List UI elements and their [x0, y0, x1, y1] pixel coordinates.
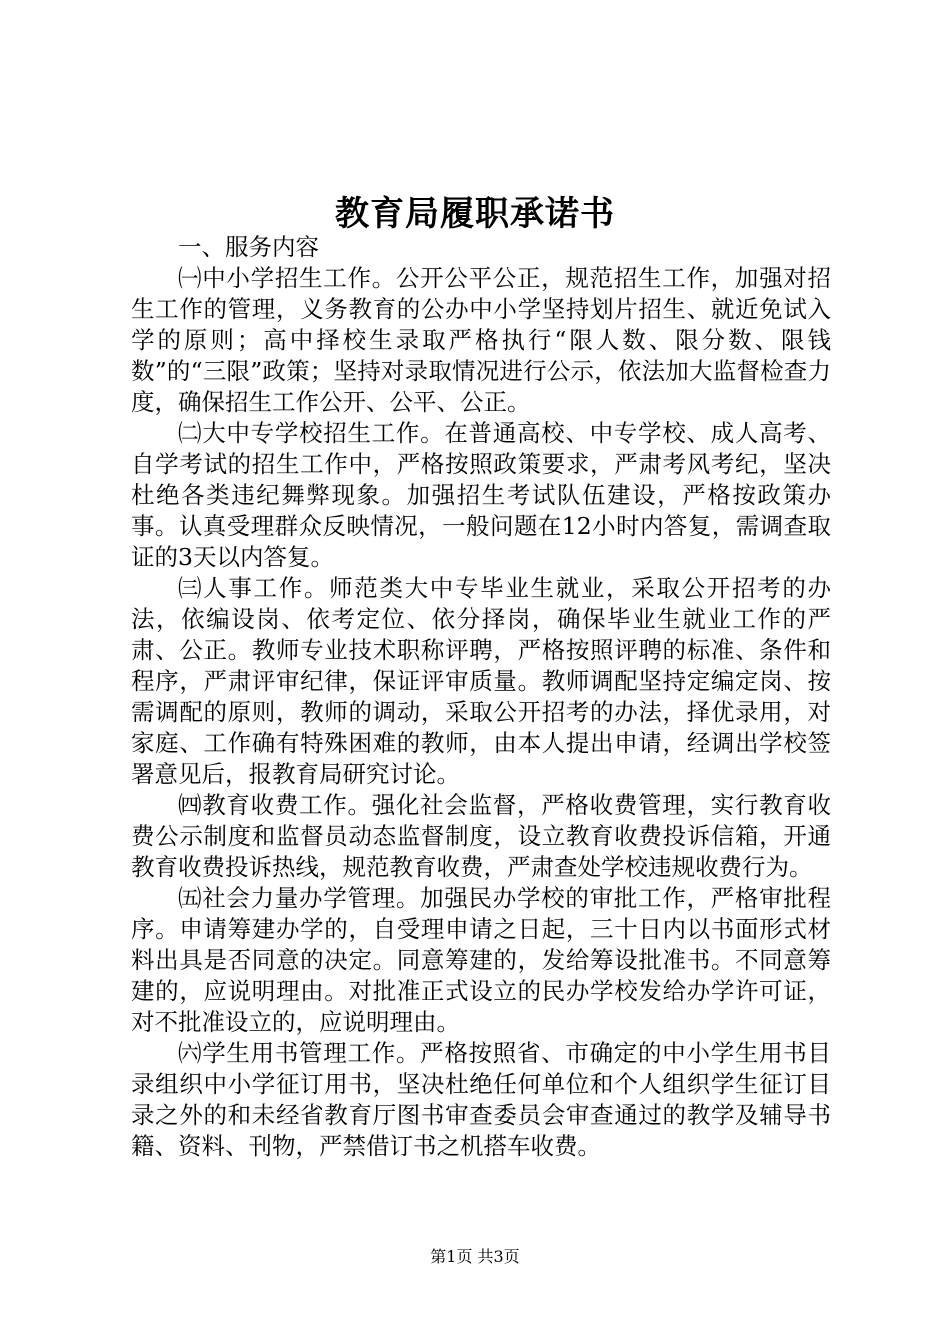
paragraph-private-schools: ㈤社会力量办学管理。加强民办学校的审批工作，严格审批程序。申请筹建办学的，自受理申请之日起，三十日内以书面形式材料出具是否同意的决定。同意筹建的，发给筹设批准书。不同意筹建的，应说明理由。对批准正式设立的民办学校发给办学许可证，对不批准设立的，应说明理由。: [131, 884, 831, 1036]
section-heading: 一、服务内容: [178, 233, 319, 261]
paragraph-enrollment-primary-secondary: ㈠中小学招生工作。公开公平公正，规范招生工作，加强对招生工作的管理，义务教育的公办中小学坚持划片招生、就近免试入学的原则；高中择校生录取严格执行“限人数、限分数、限钱数”的“三限”政策；坚持对录取情况进行公示，依法加大监督检查力度，确保招生工作公开、公平、公正。: [131, 264, 831, 416]
document-body: [131, 232, 831, 1162]
paragraph-personnel: ㈢人事工作。师范类大中专毕业生就业，采取公开招考的办法，依编设岗、依考定位、依分择岗，确保毕业生就业工作的严肃、公正。教师专业技术职称评聘，严格按照评聘的标准、条件和程序，严肃评审纪律，保证评审质量。教师调配坚持定编定岗、按需调配的原则，教师的调动，采取公开招考的办法，择优录用，对家庭、工作确有特殊困难的教师，由本人提出申请，经调出学校签署意见后，报教育局研究讨论。: [131, 574, 831, 788]
paragraph-enrollment-colleges: ㈡大中专学校招生工作。在普通高校、中专学校、成人高考、自学考试的招生工作中，严格按照政策要求，严肃考风考纪，坚决杜绝各类违纪舞弊现象。加强招生考试队伍建设，严格按政策办事。认真受理群众反映情况，一般问题在12小时内答复，需调查取证的3天以内答复。: [131, 419, 831, 571]
document-title: 教育局履职承诺书: [335, 194, 615, 234]
page-number: 第1页 共3页: [430, 1247, 520, 1266]
paragraph-textbooks: ㈥学生用书管理工作。严格按照省、市确定的中小学生用书目录组织中小学征订用书，坚决杜绝任何单位和个人组织学生征订目录之外的和未经省教育厅图书审查委员会审查通过的教学及辅导书籍、资料、刊物，严禁借订书之机搭车收费。: [131, 1039, 831, 1160]
paragraph-fees: ㈣教育收费工作。强化社会监督，严格收费管理，实行教育收费公示制度和监督员动态监督制度，设立教育收费投诉信箱，开通教育收费投诉热线，规范教育收费，严肃查处学校违规收费行为。: [131, 791, 831, 881]
